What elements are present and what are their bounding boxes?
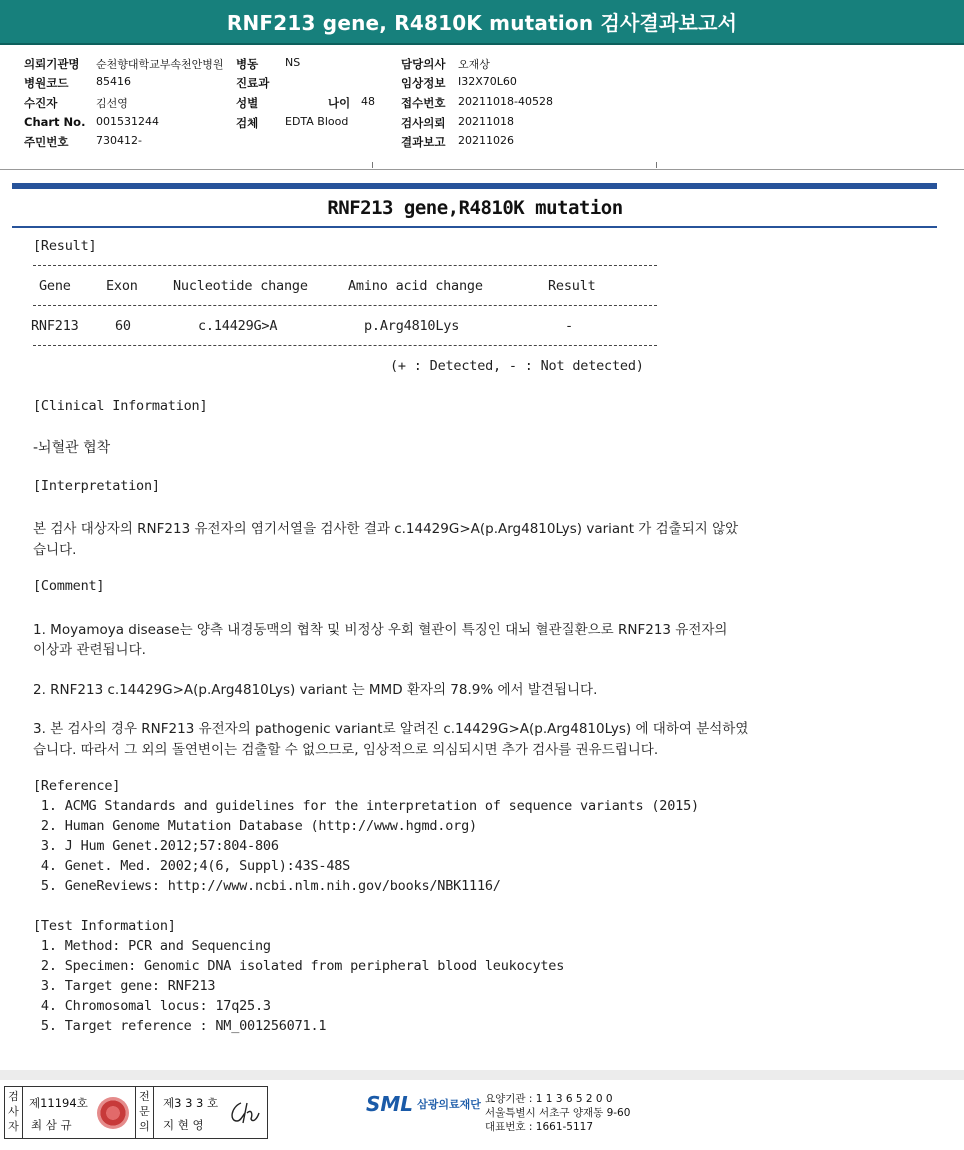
reference-item: 1. ACMG Standards and guidelines for the interpretation of sequence variants (2015) <box>33 798 699 814</box>
cell-gene: RNF213 <box>31 318 79 334</box>
seal-stamp-icon <box>97 1097 129 1129</box>
care-institution-code: 요양기관 : 1 1 3 6 5 2 0 0 <box>485 1093 613 1105</box>
clinical-heading: [Clinical Information] <box>33 398 208 414</box>
report-metadata <box>0 50 964 166</box>
testinfo-item: 5. Target reference : NM_001256071.1 <box>33 1018 327 1034</box>
comment-line: 이상과 관련됩니다. <box>33 642 146 658</box>
ward-value: NS <box>285 56 301 69</box>
patient-label: 수진자 <box>24 96 58 110</box>
receipt-label: 접수번호 <box>401 96 446 110</box>
reference-item: 5. GeneReviews: http://www.ncbi.nlm.nih.gov/books/NBK1116/ <box>33 878 501 894</box>
col-header-amino-acid: Amino acid change <box>348 278 483 294</box>
chart-no-value: 001531244 <box>96 115 159 128</box>
cell-nucleotide: c.14429G>A <box>198 318 278 334</box>
testinfo-heading: [Test Information] <box>33 918 176 934</box>
hospital-code-label: 병원코드 <box>24 76 69 90</box>
ward-label: 병동 <box>236 57 259 71</box>
footer-band <box>0 1070 964 1080</box>
receipt-value: 20211018-40528 <box>458 95 553 108</box>
comment-line: 1. Moyamoya disease는 양측 내경동맥의 협착 및 비정상 우회 혈관이 특징인 대뇌 혈관질환으로 RNF213 유전자의 <box>33 622 728 638</box>
clinical-info-label: 임상정보 <box>401 76 446 90</box>
org-address: 서울특별시 서초구 양재동 9-60 <box>485 1107 631 1119</box>
dept-label: 진료과 <box>236 76 270 90</box>
signature-icon <box>227 1099 263 1127</box>
comment-line: 습니다. 따라서 그 외의 돌연변이는 검출할 수 없으므로, 임상적으로 의심되시면 추가 검사를 권유드립니다. <box>33 742 659 758</box>
interpretation-heading: [Interpretation] <box>33 478 160 494</box>
reference-item: 2. Human Genome Mutation Database (http://www.hgmd.org) <box>33 818 477 834</box>
cell-result: - <box>565 318 573 334</box>
hospital-code-value: 85416 <box>96 75 131 88</box>
testinfo-item: 2. Specimen: Genomic DNA isolated from peripheral blood leukocytes <box>33 958 565 974</box>
divider-tick <box>372 162 373 168</box>
doctor-label: 담당의사 <box>401 57 446 71</box>
comment-line: 3. 본 검사의 경우 RNF213 유전자의 pathogenic variant로 알려진 c.14429G>A(p.Arg4810Lys) 에 대하여 분석하였 <box>33 721 749 737</box>
specialist-name: 지 현 영 <box>163 1118 204 1132</box>
reference-heading: [Reference] <box>33 778 121 794</box>
org-phone: 대표번호 : 1661-5117 <box>485 1121 594 1133</box>
table-rule <box>33 345 657 346</box>
table-rule <box>33 265 657 266</box>
report-header-bar <box>0 0 964 45</box>
specimen-value: EDTA Blood <box>285 115 349 128</box>
result-legend: (+ : Detected, - : Not detected) <box>390 358 644 374</box>
tester-name: 최 삼 규 <box>31 1118 72 1132</box>
result-heading: [Result] <box>33 238 97 254</box>
id-value: 730412- <box>96 134 142 147</box>
document-title: RNF213 gene,R4810K mutation <box>327 197 623 219</box>
specialist-label: 전문의 <box>136 1087 154 1138</box>
tester-label: 검사자 <box>5 1087 23 1138</box>
testinfo-item: 4. Chromosomal locus: 17q25.3 <box>33 998 271 1014</box>
tester-license: 제11194호 <box>29 1096 88 1110</box>
comment-heading: [Comment] <box>33 578 105 594</box>
testinfo-item: 3. Target gene: RNF213 <box>33 978 216 994</box>
report-date-value: 20211026 <box>458 134 514 147</box>
institution-label: 의뢰기관명 <box>24 57 80 71</box>
col-header-result: Result <box>548 278 596 294</box>
specimen-label: 검체 <box>236 116 259 130</box>
interpretation-line: 습니다. <box>33 542 77 558</box>
id-label: 주민번호 <box>24 135 69 149</box>
report-date-label: 결과보고 <box>401 135 446 149</box>
clinical-text: -뇌혈관 협착 <box>33 440 111 456</box>
request-date-value: 20211018 <box>458 115 514 128</box>
reference-item: 3. J Hum Genet.2012;57:804-806 <box>33 838 279 854</box>
cell-amino-acid: p.Arg4810Lys <box>364 318 460 334</box>
divider <box>0 169 964 170</box>
clinical-info-value: I32X70L60 <box>458 75 517 88</box>
request-date-label: 검사의뢰 <box>401 116 446 130</box>
specialist-license: 제3 3 3 호 <box>163 1096 219 1110</box>
col-header-gene: Gene <box>39 278 71 294</box>
col-header-exon: Exon <box>106 278 138 294</box>
cell-exon: 60 <box>115 318 131 334</box>
chart-no-label: Chart No. <box>24 115 86 129</box>
testinfo-item: 1. Method: PCR and Sequencing <box>33 938 271 954</box>
col-header-nucleotide: Nucleotide change <box>173 278 308 294</box>
interpretation-line: 본 검사 대상자의 RNF213 유전자의 염기서열을 검사한 결과 c.14429G>A(p.Arg4810Lys) variant 가 검출되지 않았 <box>33 521 739 537</box>
org-logo-mark: SML <box>366 1092 414 1116</box>
divider-tick <box>656 162 657 168</box>
org-name: 삼광의료재단 <box>417 1098 481 1111</box>
sex-label: 성별 <box>236 96 259 110</box>
report-footer <box>0 1080 964 1150</box>
age-label: 나이 <box>328 96 351 110</box>
age-value: 48 <box>361 95 375 108</box>
table-rule <box>33 305 657 306</box>
org-logo <box>366 1092 481 1116</box>
report-title: RNF213 gene, R4810K mutation 검사결과보고서 <box>226 11 738 35</box>
institution-value: 순천향대학교부속천안병원 <box>96 58 224 71</box>
reference-item: 4. Genet. Med. 2002;4(6, Suppl):43S-48S <box>33 858 351 874</box>
patient-value: 김선영 <box>96 97 128 110</box>
comment-line: 2. RNF213 c.14429G>A(p.Arg4810Lys) variant 는 MMD 환자의 78.9% 에서 발견됩니다. <box>33 682 598 698</box>
org-contact <box>485 1092 630 1134</box>
divider <box>12 226 937 228</box>
signature-box <box>4 1086 268 1139</box>
doctor-value: 오재상 <box>458 58 490 71</box>
divider <box>12 183 937 189</box>
